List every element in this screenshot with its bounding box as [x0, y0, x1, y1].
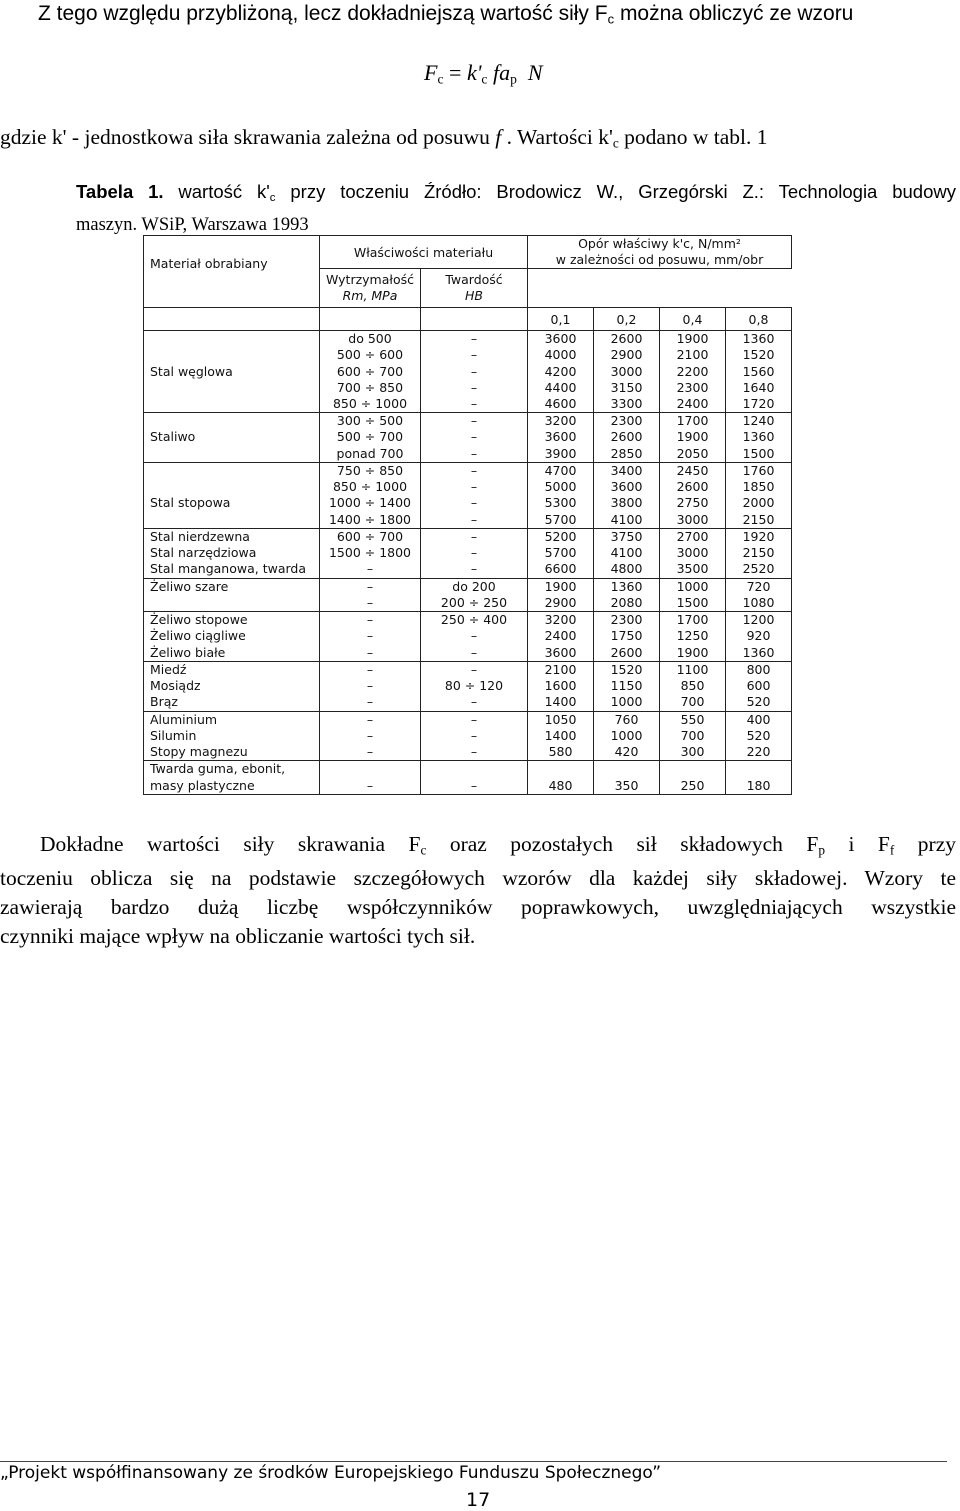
table-row	[144, 778, 792, 795]
formula-fa: fa	[487, 60, 511, 85]
resistance-cell: 2300	[594, 612, 660, 629]
resistance-cell	[726, 761, 792, 778]
paragraph-text: Dokładne wartości siły skrawania F	[40, 832, 421, 856]
strength-cell: 600 ÷ 700	[320, 528, 421, 545]
paragraph-sub: c	[420, 842, 427, 858]
resistance-cell: 3600	[528, 645, 594, 662]
table-caption	[76, 178, 956, 239]
strength-cell: 600 ÷ 700	[320, 363, 421, 379]
resistance-cell: 1600	[528, 678, 594, 694]
header-hardness-unit: HB	[465, 288, 483, 303]
intro-line	[38, 2, 853, 26]
resistance-cell: 1640	[726, 380, 792, 396]
header-resistance	[528, 236, 792, 269]
resistance-cell: 3800	[594, 495, 660, 511]
hardness-cell: –	[421, 512, 528, 529]
material-cell: Żeliwo białe	[144, 645, 320, 662]
resistance-cell: 2300	[660, 380, 726, 396]
resistance-cell: 1000	[660, 578, 726, 595]
table-row	[144, 495, 792, 511]
hardness-cell: –	[421, 711, 528, 728]
hardness-cell: –	[421, 479, 528, 495]
material-cell: Żeliwo szare	[144, 578, 320, 595]
strength-cell: –	[320, 678, 421, 694]
hardness-cell: –	[421, 561, 528, 578]
formula-lhs: F	[424, 60, 438, 85]
resistance-cell: 2300	[594, 413, 660, 430]
material-cell	[144, 446, 320, 463]
resistance-cell: 400	[726, 711, 792, 728]
hardness-cell: –	[421, 744, 528, 761]
resistance-cell: 300	[660, 744, 726, 761]
resistance-cell: 2400	[660, 396, 726, 413]
gdzie-f: f	[495, 125, 502, 149]
hardness-cell: –	[421, 331, 528, 348]
table-row	[144, 363, 792, 379]
table-row	[144, 446, 792, 463]
table-body	[144, 331, 792, 795]
caption-bold: Tabela 1.	[76, 181, 164, 202]
material-cell: Stal węglowa	[144, 363, 320, 379]
paragraph-line-2: toczeniu oblicza się na podstawie szczegółowych wzorów dla każdej siły składowej. Wzory te	[0, 866, 956, 891]
resistance-cell: 2600	[594, 331, 660, 348]
strength-cell: –	[320, 612, 421, 629]
paragraph-line-3: zawierają bardzo dużą liczbę współczynników poprawkowych, uwzględniających wszystkie	[0, 895, 956, 920]
hardness-cell: –	[421, 661, 528, 678]
paragraph-sub: f	[889, 842, 895, 858]
hardness-cell: –	[421, 778, 528, 795]
resistance-cell: 3000	[660, 545, 726, 561]
resistance-cell: 1400	[528, 728, 594, 744]
resistance-cell: 700	[660, 694, 726, 711]
strength-cell	[320, 761, 421, 778]
material-cell: Twarda guma, ebonit,	[144, 761, 320, 778]
table-row	[144, 595, 792, 612]
paragraph-text: przy	[894, 832, 956, 856]
hardness-cell	[421, 761, 528, 778]
table-row	[144, 429, 792, 445]
table-row	[144, 413, 792, 430]
resistance-cell: 4400	[528, 380, 594, 396]
resistance-cell: 2850	[594, 446, 660, 463]
table-row	[144, 761, 792, 778]
body-paragraph	[0, 830, 956, 951]
footer-divider	[0, 1461, 947, 1462]
header-resistance-line-2: w zależności od posuwu, mm/obr	[555, 252, 764, 267]
table-row	[144, 694, 792, 711]
intro-suffix: można obliczyć ze wzoru	[614, 2, 854, 25]
table-row	[144, 380, 792, 396]
resistance-cell: 1500	[726, 446, 792, 463]
resistance-cell: 1050	[528, 711, 594, 728]
resistance-cell: 420	[594, 744, 660, 761]
resistance-cell: 580	[528, 744, 594, 761]
header-strength	[320, 269, 421, 308]
material-cell: Miedź	[144, 661, 320, 678]
resistance-cell: 4200	[528, 363, 594, 379]
resistance-cell: 3750	[594, 528, 660, 545]
hardness-cell: –	[421, 528, 528, 545]
formula-lhs-sub: c	[437, 71, 444, 87]
resistance-cell: 3600	[528, 331, 594, 348]
table-row	[144, 628, 792, 644]
resistance-cell: 1750	[594, 628, 660, 644]
material-cell: Żeliwo ciągliwe	[144, 628, 320, 644]
resistance-cell: 6600	[528, 561, 594, 578]
resistance-cell	[594, 761, 660, 778]
hardness-cell: –	[421, 728, 528, 744]
resistance-cell: 1900	[528, 578, 594, 595]
resistance-cell: 5300	[528, 495, 594, 511]
table-row	[144, 578, 792, 595]
material-cell	[144, 479, 320, 495]
resistance-cell: 2750	[660, 495, 726, 511]
resistance-cell: 4000	[528, 347, 594, 363]
paragraph-line-1	[0, 830, 956, 864]
strength-cell: 500 ÷ 700	[320, 429, 421, 445]
material-cell	[144, 413, 320, 430]
resistance-cell: 720	[726, 578, 792, 595]
hardness-cell: 80 ÷ 120	[421, 678, 528, 694]
formula-fa-sub: p	[510, 71, 517, 87]
resistance-cell: 3200	[528, 612, 594, 629]
formula-k: k'	[466, 60, 482, 85]
hardness-cell: –	[421, 347, 528, 363]
caption-text-2: przy toczeniu Źródło: Brodowicz W., Grzegórski Z.: Technologia budowy	[275, 181, 956, 202]
material-cell	[144, 347, 320, 363]
resistance-cell: 1760	[726, 462, 792, 479]
resistance-cell: 520	[726, 694, 792, 711]
resistance-cell: 2050	[660, 446, 726, 463]
resistance-cell: 5200	[528, 528, 594, 545]
material-cell	[144, 331, 320, 348]
resistance-cell: 2900	[528, 595, 594, 612]
resistance-cell: 1360	[726, 429, 792, 445]
resistance-cell: 2520	[726, 561, 792, 578]
material-cell: Stal stopowa	[144, 495, 320, 511]
table-row	[144, 728, 792, 744]
material-cell: Mosiądz	[144, 678, 320, 694]
resistance-cell: 1150	[594, 678, 660, 694]
resistance-cell: 2100	[660, 347, 726, 363]
resistance-cell: 1400	[528, 694, 594, 711]
resistance-cell: 5700	[528, 512, 594, 529]
resistance-cell: 1360	[726, 331, 792, 348]
resistance-cell: 2080	[594, 595, 660, 612]
resistance-cell: 2100	[528, 661, 594, 678]
table-row	[144, 612, 792, 629]
hardness-cell: –	[421, 380, 528, 396]
hardness-cell: 200 ÷ 250	[421, 595, 528, 612]
table-row	[144, 561, 792, 578]
caption-sub: c	[269, 191, 276, 204]
strength-cell: 700 ÷ 850	[320, 380, 421, 396]
resistance-cell: 600	[726, 678, 792, 694]
strength-cell: –	[320, 711, 421, 728]
caption-line-2: maszyn. WSiP, Warszawa 1993	[76, 214, 309, 235]
definition-line	[0, 125, 767, 151]
intro-prefix: Z tego względu przybliżoną, lecz dokładniejszą wartość siły F	[38, 2, 608, 25]
header-material: Materiał obrabiany	[144, 236, 320, 308]
material-cell: Aluminium	[144, 711, 320, 728]
table-row	[144, 711, 792, 728]
strength-cell: 300 ÷ 500	[320, 413, 421, 430]
strength-cell: –	[320, 694, 421, 711]
resistance-cell: 220	[726, 744, 792, 761]
strength-cell: 1500 ÷ 1800	[320, 545, 421, 561]
resistance-cell: 350	[594, 778, 660, 795]
gdzie-sub: c	[612, 135, 619, 151]
resistance-cell: 1900	[660, 429, 726, 445]
header-feed-3: 0,4	[660, 308, 726, 331]
header-feed-4: 0,8	[726, 308, 792, 331]
resistance-cell: 1900	[660, 331, 726, 348]
header-feed-2: 0,2	[594, 308, 660, 331]
resistance-cell	[660, 761, 726, 778]
resistance-cell: 3000	[594, 363, 660, 379]
hardness-cell: 250 ÷ 400	[421, 612, 528, 629]
resistance-cell: 2400	[528, 628, 594, 644]
resistance-cell: 850	[660, 678, 726, 694]
table-row	[144, 744, 792, 761]
resistance-cell: 180	[726, 778, 792, 795]
resistance-cell: 1250	[660, 628, 726, 644]
strength-cell: 1400 ÷ 1800	[320, 512, 421, 529]
table-row	[144, 678, 792, 694]
strength-cell: 850 ÷ 1000	[320, 479, 421, 495]
strength-cell: 500 ÷ 600	[320, 347, 421, 363]
resistance-cell: 3400	[594, 462, 660, 479]
strength-cell: –	[320, 778, 421, 795]
header-strength-label: Wytrzymałość	[326, 272, 414, 287]
resistance-cell: 800	[726, 661, 792, 678]
hardness-cell: –	[421, 446, 528, 463]
strength-cell: –	[320, 645, 421, 662]
resistance-cell: 1700	[660, 413, 726, 430]
material-cell: Staliwo	[144, 429, 320, 445]
resistance-cell: 3200	[528, 413, 594, 430]
material-cell: Stopy magnezu	[144, 744, 320, 761]
hardness-cell: do 200	[421, 578, 528, 595]
hardness-cell: –	[421, 363, 528, 379]
table-row	[144, 528, 792, 545]
strength-cell: –	[320, 728, 421, 744]
material-cell	[144, 512, 320, 529]
resistance-cell: 2600	[594, 429, 660, 445]
hardness-cell: –	[421, 628, 528, 644]
resistance-cell: 2200	[660, 363, 726, 379]
strength-cell: –	[320, 744, 421, 761]
resistance-cell: 920	[726, 628, 792, 644]
material-cell: Silumin	[144, 728, 320, 744]
resistance-cell: 480	[528, 778, 594, 795]
page-number: 17	[466, 1489, 491, 1511]
strength-cell: 850 ÷ 1000	[320, 396, 421, 413]
header-empty	[421, 308, 528, 331]
resistance-cell: 4100	[594, 545, 660, 561]
resistance-cell: 2900	[594, 347, 660, 363]
hardness-cell: –	[421, 545, 528, 561]
header-hardness-label: Twardość	[445, 272, 503, 287]
resistance-cell: 2600	[594, 645, 660, 662]
resistance-cell	[528, 761, 594, 778]
resistance-cell: 5000	[528, 479, 594, 495]
table-row	[144, 347, 792, 363]
strength-cell: –	[320, 595, 421, 612]
hardness-cell: –	[421, 429, 528, 445]
paragraph-text: i F	[825, 832, 890, 856]
hardness-cell: –	[421, 694, 528, 711]
resistance-cell: 1500	[660, 595, 726, 612]
header-hardness	[421, 269, 528, 308]
cutting-force-formula	[424, 60, 543, 87]
formula-k-sub: c	[481, 71, 488, 87]
paragraph-line-4: czynniki mające wpływ na obliczanie wartości tych sił.	[0, 924, 476, 949]
table-row	[144, 545, 792, 561]
resistance-cell: 4100	[594, 512, 660, 529]
table-row	[144, 645, 792, 662]
strength-cell: –	[320, 561, 421, 578]
resistance-cell: 1000	[594, 694, 660, 711]
paragraph-text: oraz pozostałych sił składowych F	[426, 832, 819, 856]
hardness-cell: –	[421, 645, 528, 662]
material-cell	[144, 462, 320, 479]
table-row	[144, 479, 792, 495]
hardness-cell: –	[421, 396, 528, 413]
material-cell: Stal narzędziowa	[144, 545, 320, 561]
intro-subscript: c	[607, 11, 615, 27]
hardness-cell: –	[421, 413, 528, 430]
resistance-cell: 1850	[726, 479, 792, 495]
strength-cell: –	[320, 578, 421, 595]
caption-text-1: wartość k'	[163, 181, 270, 202]
resistance-cell: 1520	[726, 347, 792, 363]
resistance-cell: 5700	[528, 545, 594, 561]
hardness-cell: –	[421, 462, 528, 479]
resistance-cell: 1000	[594, 728, 660, 744]
caption-line-1	[76, 178, 956, 212]
formula-unit: N	[516, 60, 543, 85]
table-row	[144, 396, 792, 413]
resistance-cell: 2600	[660, 479, 726, 495]
resistance-cell: 4800	[594, 561, 660, 578]
resistance-cell: 3900	[528, 446, 594, 463]
strength-cell: do 500	[320, 331, 421, 348]
material-cell: Brąz	[144, 694, 320, 711]
material-cell: Stal nierdzewna	[144, 528, 320, 545]
resistance-cell: 3500	[660, 561, 726, 578]
resistance-cell: 700	[660, 728, 726, 744]
resistance-cell: 250	[660, 778, 726, 795]
material-cell	[144, 380, 320, 396]
resistance-cell: 1360	[594, 578, 660, 595]
material-cell	[144, 396, 320, 413]
material-cell	[144, 595, 320, 612]
resistance-cell: 1240	[726, 413, 792, 430]
resistance-cell: 760	[594, 711, 660, 728]
gdzie-suffix: podano w tabl. 1	[618, 125, 768, 149]
strength-cell: –	[320, 661, 421, 678]
header-resistance-line-1: Opór właściwy k'c, N/mm²	[578, 236, 741, 251]
hardness-cell: –	[421, 495, 528, 511]
paragraph-sub: p	[818, 842, 826, 858]
strength-cell: 1000 ÷ 1400	[320, 495, 421, 511]
resistance-cell: 1520	[594, 661, 660, 678]
footer-text: „Projekt współfinansowany ze środków Europejskiego Funduszu Społecznego”	[0, 1463, 662, 1483]
cutting-resistance-table	[143, 235, 792, 795]
header-feed-1: 0,1	[528, 308, 594, 331]
table-row	[144, 462, 792, 479]
resistance-cell: 520	[726, 728, 792, 744]
resistance-cell: 4600	[528, 396, 594, 413]
resistance-cell: 3000	[660, 512, 726, 529]
header-properties: Właściwości materiału	[320, 236, 528, 269]
resistance-cell: 1360	[726, 645, 792, 662]
resistance-cell: 2150	[726, 545, 792, 561]
resistance-cell: 1560	[726, 363, 792, 379]
resistance-cell: 3600	[528, 429, 594, 445]
header-empty	[144, 308, 320, 331]
resistance-cell: 4700	[528, 462, 594, 479]
resistance-cell: 2450	[660, 462, 726, 479]
resistance-cell: 3600	[594, 479, 660, 495]
resistance-cell: 1700	[660, 612, 726, 629]
header-strength-unit: Rm, MPa	[342, 288, 398, 303]
resistance-cell: 1900	[660, 645, 726, 662]
header-empty	[320, 308, 421, 331]
material-cell: Stal manganowa, twarda	[144, 561, 320, 578]
resistance-cell: 1080	[726, 595, 792, 612]
table-row	[144, 661, 792, 678]
resistance-cell: 1920	[726, 528, 792, 545]
gdzie-prefix: gdzie k' - jednostkowa siła skrawania zależna od posuwu	[0, 125, 496, 149]
resistance-cell: 550	[660, 711, 726, 728]
material-cell: Żeliwo stopowe	[144, 612, 320, 629]
strength-cell: –	[320, 628, 421, 644]
resistance-cell: 3300	[594, 396, 660, 413]
material-cell: masy plastyczne	[144, 778, 320, 795]
table-row	[144, 512, 792, 529]
resistance-cell: 2700	[660, 528, 726, 545]
resistance-cell: 2000	[726, 495, 792, 511]
strength-cell: 750 ÷ 850	[320, 462, 421, 479]
resistance-cell: 1720	[726, 396, 792, 413]
resistance-cell: 1100	[660, 661, 726, 678]
resistance-cell: 3150	[594, 380, 660, 396]
table-row	[144, 331, 792, 348]
strength-cell: ponad 700	[320, 446, 421, 463]
resistance-cell: 2150	[726, 512, 792, 529]
formula-eq: =	[443, 60, 467, 85]
resistance-cell: 1200	[726, 612, 792, 629]
gdzie-mid: . Wartości k'	[501, 125, 613, 149]
